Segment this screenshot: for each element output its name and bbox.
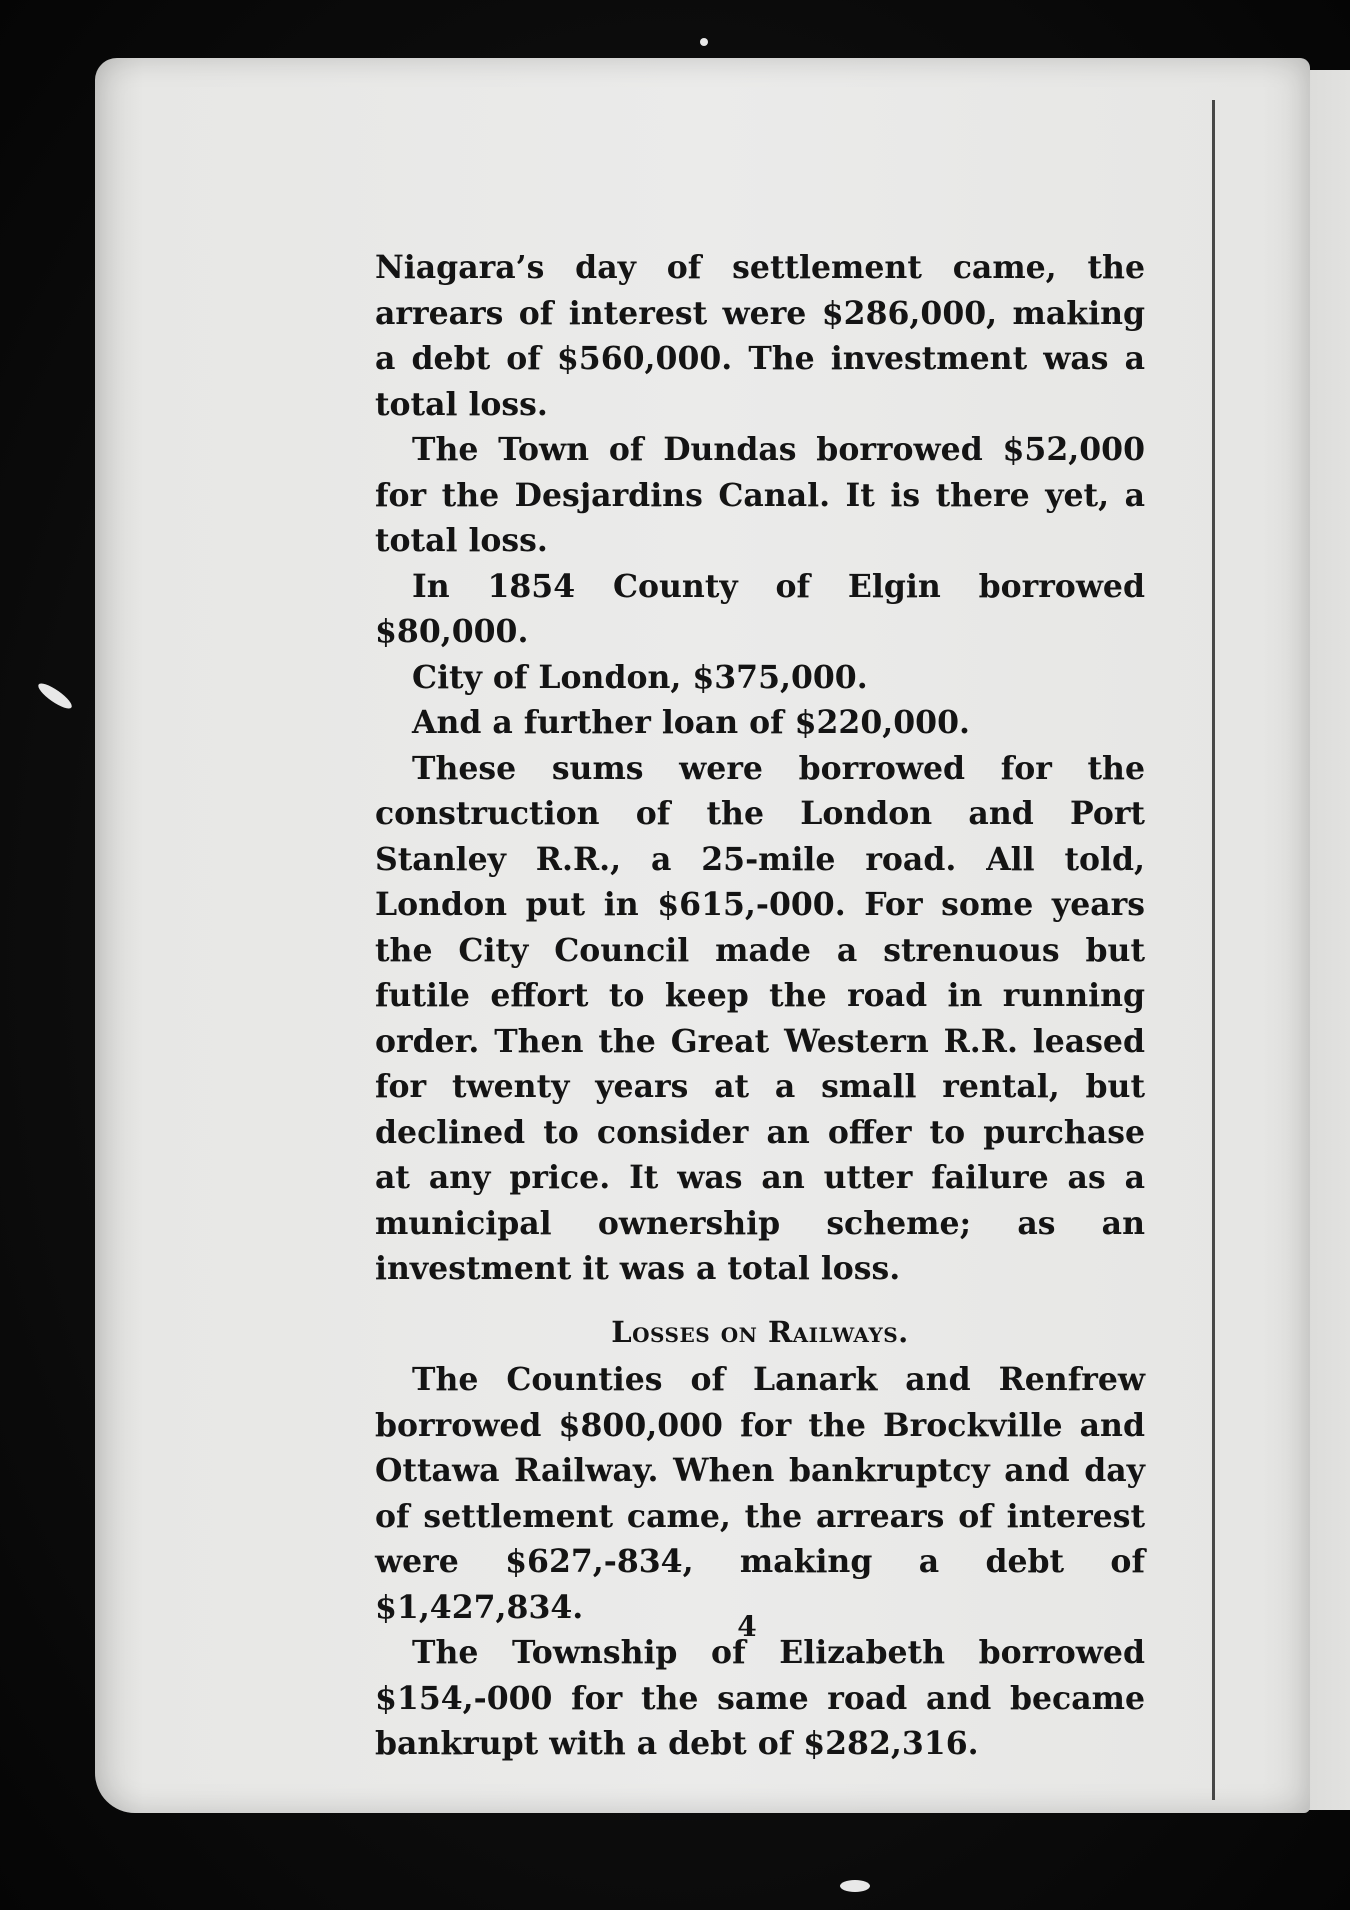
page-gutter-line — [1212, 100, 1215, 1800]
paragraph-port-stanley: These sums were borrowed for the construction of the London and Port Stanley R.R., a 25-mile road. All told, London put in $615,-000. For some years the City Council made a strenuous but futile effort to keep the road in running order. Then the Great Western R.R. leased for twenty years at a small rental, but declined to consider an offer to purchase at any price. It was an utter failure as a municipal ownership scheme; as an investment it was a total loss. — [375, 749, 1145, 1287]
scan-speck — [700, 38, 708, 46]
section-heading: Losses on Railways. — [611, 1314, 909, 1349]
page-text — [375, 245, 1145, 1767]
paragraph-london-loan: City of London, $375,000. — [412, 658, 868, 696]
paragraph-lanark-renfrew: The Counties of Lanark and Renfrew borrowed $800,000 for the Brockville and Ottawa Railway. When bankruptcy and day of settlement came, the arrears of interest were $627,-834, making a debt of $1,427,834. — [375, 1361, 1145, 1626]
page-number: 4 — [737, 1610, 757, 1643]
paragraph-further-loan: And a further loan of $220,000. — [412, 704, 970, 741]
scan-speck — [840, 1880, 870, 1892]
paragraph-dundas: The Town of Dundas borrowed $52,000 for the Desjardins Canal. It is there yet, a total loss. — [375, 431, 1145, 559]
paragraph-elgin: In 1854 County of Elgin borrowed $80,000. — [375, 567, 1145, 650]
paragraph-niagara: Niagara’s day of settlement came, the arrears of interest were $286,000, making a debt of $560,000. The investment was a total loss. — [375, 249, 1145, 423]
paragraph-elizabeth: The Township of Elizabeth borrowed $154,-000 for the same road and became bankrupt with a debt of $282,316. — [375, 1634, 1145, 1762]
